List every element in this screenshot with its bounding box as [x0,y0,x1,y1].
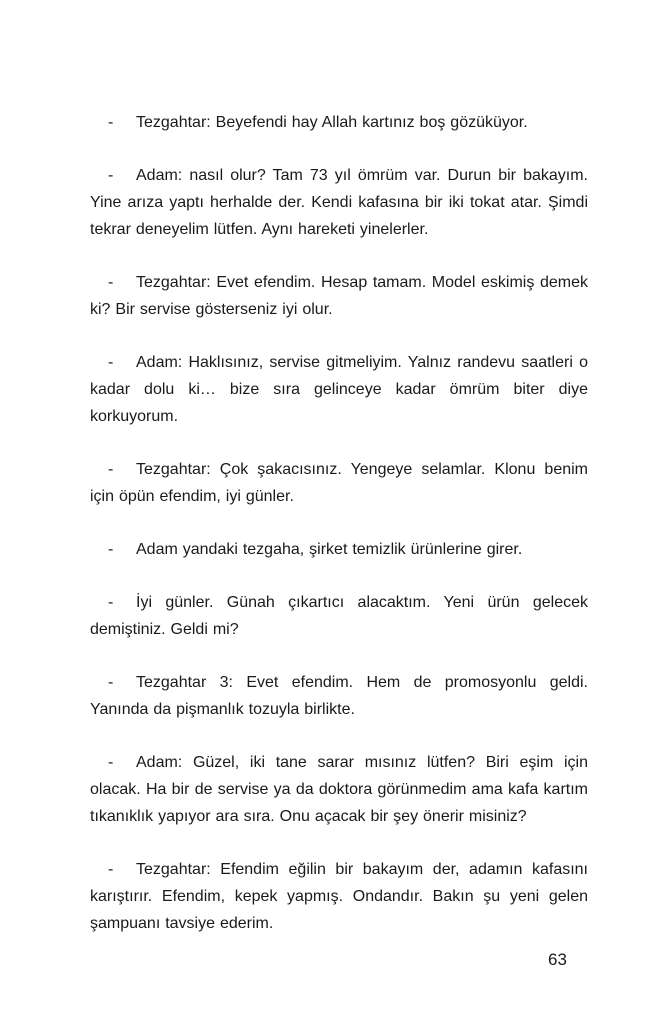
dialogue-paragraph [90,456,588,510]
dialogue-text: Adam: Güzel, iki tane sarar mısınız lütfen? Biri eşim için olacak. Ha bir de servise ya da doktora görünmedim ama kafa kartım tıkanıklık yapıyor ara sıra. Onu açacak bir şey önerir misiniz? [90,754,588,825]
dialogue-text: Adam yandaki tezgaha, şirket temizlik ürünlerine girer. [136,541,523,558]
dialogue-dash: - [108,541,114,558]
dialogue-dash: - [108,274,114,291]
dialogue-dash: - [108,594,114,611]
dialogue-paragraph [90,669,588,723]
dialogue-text: İyi günler. Günah çıkartıcı alacaktım. Yeni ürün gelecek demiştiniz. Geldi mi? [90,594,588,638]
dialogue-text: Adam: Haklısınız, servise gitmeliyim. Yalnız randevu saatleri o kadar dolu ki… bize sıra gelinceye kadar ömrüm biter diye korkuyorum. [90,354,588,425]
dialogue-text: Tezgahtar 3: Evet efendim. Hem de promosyonlu geldi. Yanında da pişmanlık tozuyla birlikte. [90,674,588,718]
dialogue-dash: - [108,461,114,478]
dialogue-text: Adam: nasıl olur? Tam 73 yıl ömrüm var. Durun bir bakayım. Yine arıza yaptı herhalde der. Kendi kafasına bir iki tokat atar. Şimdi tekrar deneyelim lütfen. Aynı hareketi yinelerler. [90,167,588,238]
dialogue-paragraph [90,856,588,937]
dialogue-dash: - [108,754,114,771]
dialogue-dash: - [108,354,114,371]
page-number: 63 [548,950,567,969]
dialogue-text: Tezgahtar: Evet efendim. Hesap tamam. Model eskimiş demek ki? Bir servise gösterseniz iyi olur. [90,274,588,318]
dialogue-paragraph [90,589,588,643]
dialogue-text: Tezgahtar: Beyefendi hay Allah kartınız boş gözüküyor. [136,114,528,131]
dialogue-dash: - [108,674,114,691]
dialogue-paragraph [90,162,588,243]
dialogue-paragraph [90,269,588,323]
dialogue-text: Tezgahtar: Efendim eğilin bir bakayım der, adamın kafasını karıştırır. Efendim, kepek yapmış. Ondandır. Bakın şu yeni gelen şampuanı tavsiye ederim. [90,861,588,932]
dialogue-paragraph [90,749,588,830]
dialogue-paragraph [90,536,588,563]
dialogue-dash: - [108,861,114,878]
dialogue-text: Tezgahtar: Çok şakacısınız. Yengeye selamlar. Klonu benim için öpün efendim, iyi günler. [90,461,588,505]
dialogue-paragraph [90,349,588,430]
dialogue-dash: - [108,167,114,184]
dialogue-paragraph [90,109,588,136]
page-body [90,109,588,963]
dialogue-dash: - [108,114,114,131]
